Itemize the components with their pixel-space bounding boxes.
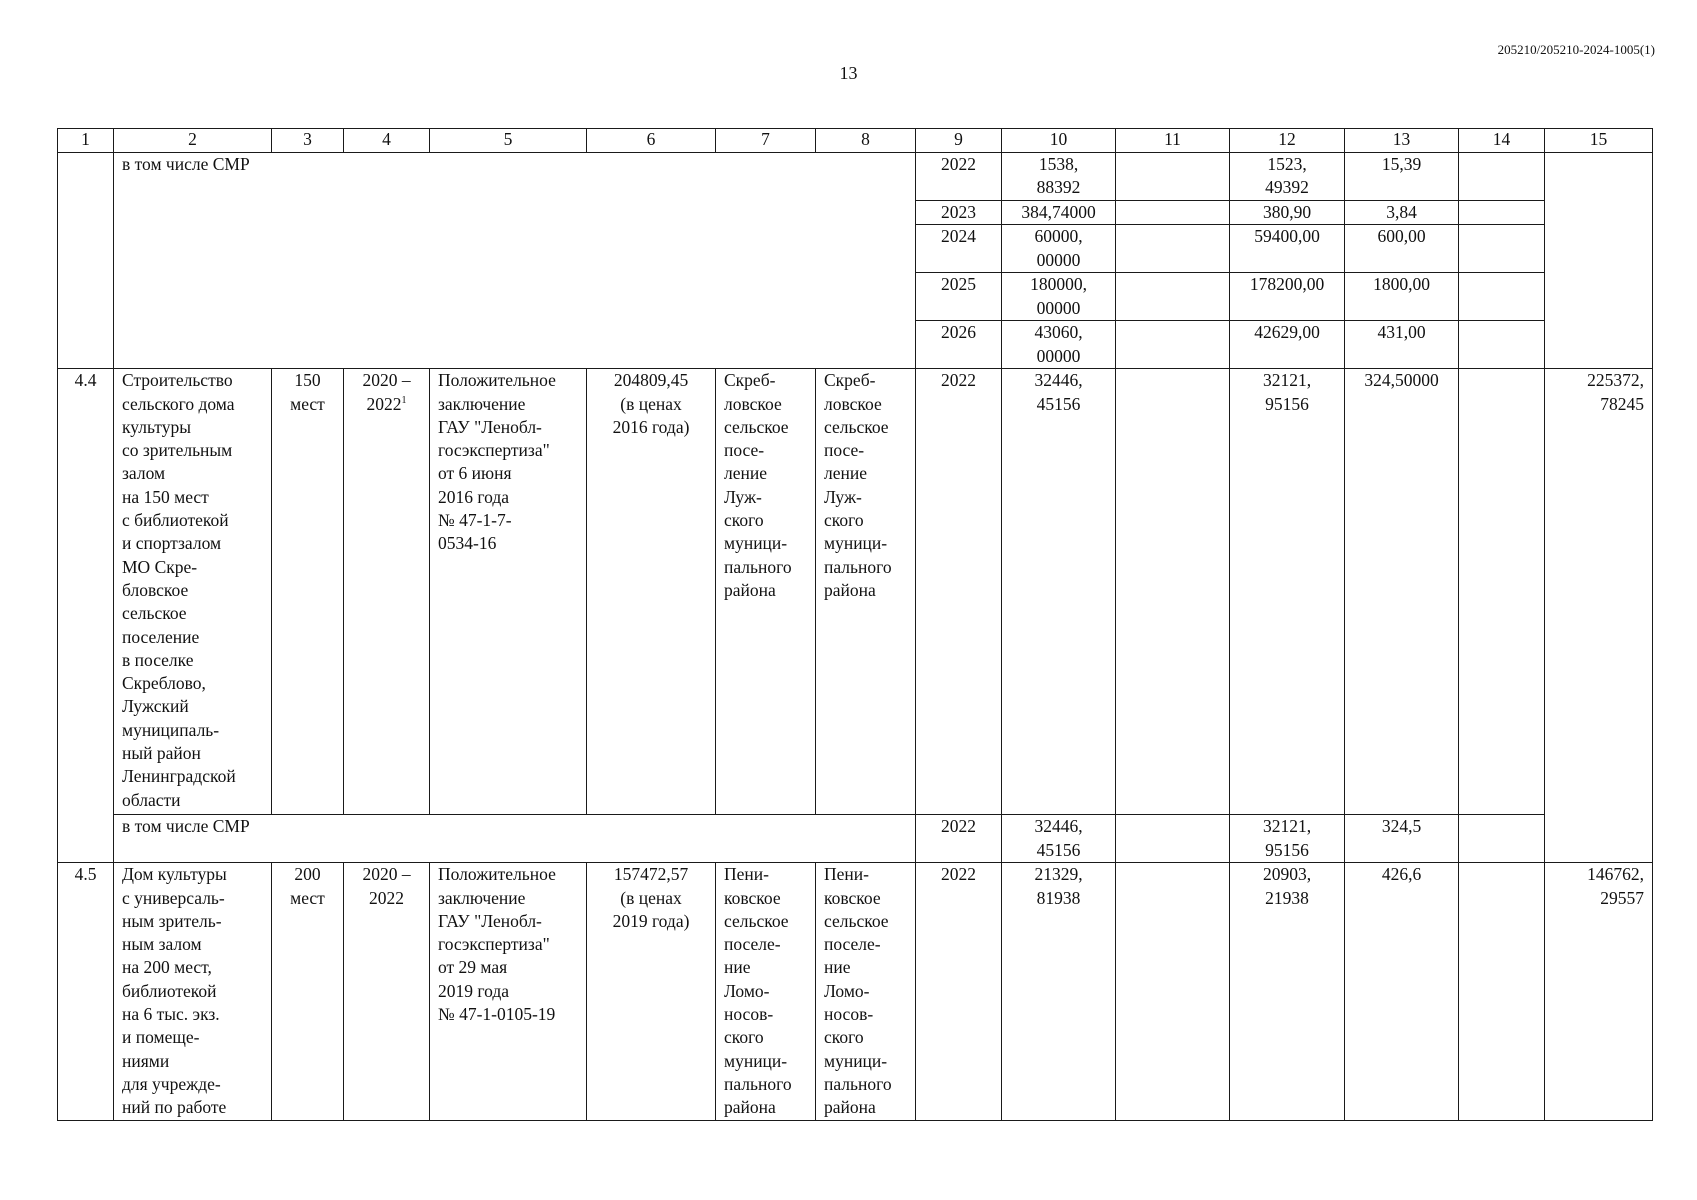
year-cell: 2026 [916,321,1002,369]
column-header: 15 [1545,129,1653,153]
capacity-cell: 150 мест [272,369,344,815]
period-cell: 2020 – 2022 [344,863,430,1121]
column-header: 11 [1116,129,1230,153]
year-cell: 2022 [916,863,1002,1121]
column-header: 4 [344,129,430,153]
year-cell: 2022 [916,369,1002,815]
item-number: 4.4 [58,369,114,863]
column-header: 5 [430,129,587,153]
value-cell: 600,00 [1345,225,1459,273]
value-cell: 32446, 45156 [1002,815,1116,863]
item-number: 4.5 [58,863,114,1121]
column-header: 1 [58,129,114,153]
customer-cell: Пени- ковское сельское поселе- ние Ломо- носов- ского муници- пального района [716,863,816,1121]
empty-cell [58,153,114,369]
expertise-cell: Положительное заключение ГАУ "Ленобл- госэкспертиза" от 6 июня 2016 года № 47-1-7- 0534-16 [430,369,587,815]
column-header: 9 [916,129,1002,153]
value-cell: 20903, 21938 [1230,863,1345,1121]
column-header: 2 [114,129,272,153]
value-cell [1459,815,1545,863]
year-cell: 2025 [916,273,1002,321]
smr-label: в том числе СМР [114,815,916,863]
value-cell: 59400,00 [1230,225,1345,273]
column-header: 14 [1459,129,1545,153]
value-cell: 42629,00 [1230,321,1345,369]
total-cell: 225372, 78245 [1545,369,1653,863]
item-name: Строительство сельского дома культуры со зрительным залом на 150 мест с библиотекой и спортзалом МО Скре- бловское сельское поселение в поселке Скреблово, Лужский муниципаль- ный район Ленинградской области [114,369,272,815]
cost-cell: 204809,45 (в ценах 2016 года) [587,369,716,815]
value-cell [1116,863,1230,1121]
expertise-cell: Положительное заключение ГАУ "Ленобл- госэкспертиза" от 29 мая 2019 года № 47-1-0105-19 [430,863,587,1121]
document-id: 205210/205210-2024-1005(1) [1497,42,1655,57]
value-cell: 60000, 00000 [1002,225,1116,273]
value-cell: 32446, 45156 [1002,369,1116,815]
year-cell: 2024 [916,225,1002,273]
smr-label: в том числе СМР [114,153,916,369]
value-cell: 384,74000 [1002,201,1116,225]
table-row [58,153,1653,201]
period-text: 2020 – 2022 [362,370,411,414]
value-cell [1116,225,1230,273]
total-cell: 146762, 29557 [1545,863,1653,1121]
table-row-4-4 [58,369,1653,815]
table-row-4-5 [58,863,1653,1121]
value-cell: 178200,00 [1230,273,1345,321]
value-cell: 15,39 [1345,153,1459,201]
value-cell [1459,201,1545,225]
footnote-marker: 1 [401,394,407,406]
item-name: Дом культуры с универсаль- ным зритель- ным залом на 200 мест, библиотекой на 6 тыс. экз. и помеще- ниями для учрежде- ний по работе [114,863,272,1121]
table-row-smr [58,815,1653,863]
value-cell [1459,225,1545,273]
value-cell: 32121, 95156 [1230,369,1345,815]
value-cell: 21329, 81938 [1002,863,1116,1121]
year-cell: 2022 [916,815,1002,863]
value-cell [1116,273,1230,321]
value-cell: 1523, 49392 [1230,153,1345,201]
year-cell: 2023 [916,201,1002,225]
value-cell [1459,273,1545,321]
column-header: 8 [816,129,916,153]
value-cell [1116,815,1230,863]
investment-table [57,128,1653,1121]
value-cell [1459,863,1545,1121]
column-number-row [58,129,1653,153]
value-cell [1459,321,1545,369]
year-cell: 2022 [916,153,1002,201]
value-cell [1116,153,1230,201]
period-cell [344,369,430,815]
value-cell [1116,201,1230,225]
column-header: 6 [587,129,716,153]
value-cell: 1800,00 [1345,273,1459,321]
page-number: 13 [839,63,858,83]
value-cell [1116,321,1230,369]
column-header: 13 [1345,129,1459,153]
value-cell: 32121, 95156 [1230,815,1345,863]
owner-cell: Пени- ковское сельское поселе- ние Ломо- носов- ского муници- пального района [816,863,916,1121]
column-header: 7 [716,129,816,153]
value-cell: 426,6 [1345,863,1459,1121]
value-cell [1459,369,1545,815]
value-cell: 3,84 [1345,201,1459,225]
column-header: 12 [1230,129,1345,153]
column-header: 3 [272,129,344,153]
value-cell [1116,369,1230,815]
value-cell: 43060, 00000 [1002,321,1116,369]
value-cell: 431,00 [1345,321,1459,369]
empty-cell [1545,153,1653,369]
value-cell: 1538, 88392 [1002,153,1116,201]
capacity-cell: 200 мест [272,863,344,1121]
value-cell: 324,50000 [1345,369,1459,815]
owner-cell: Скреб- ловское сельское посе- ление Луж- ского муници- пального района [816,369,916,815]
customer-cell: Скреб- ловское сельское посе- ление Луж- ского муници- пального района [716,369,816,815]
value-cell: 380,90 [1230,201,1345,225]
cost-cell: 157472,57 (в ценах 2019 года) [587,863,716,1121]
value-cell: 180000, 00000 [1002,273,1116,321]
value-cell: 324,5 [1345,815,1459,863]
column-header: 10 [1002,129,1116,153]
value-cell [1459,153,1545,201]
